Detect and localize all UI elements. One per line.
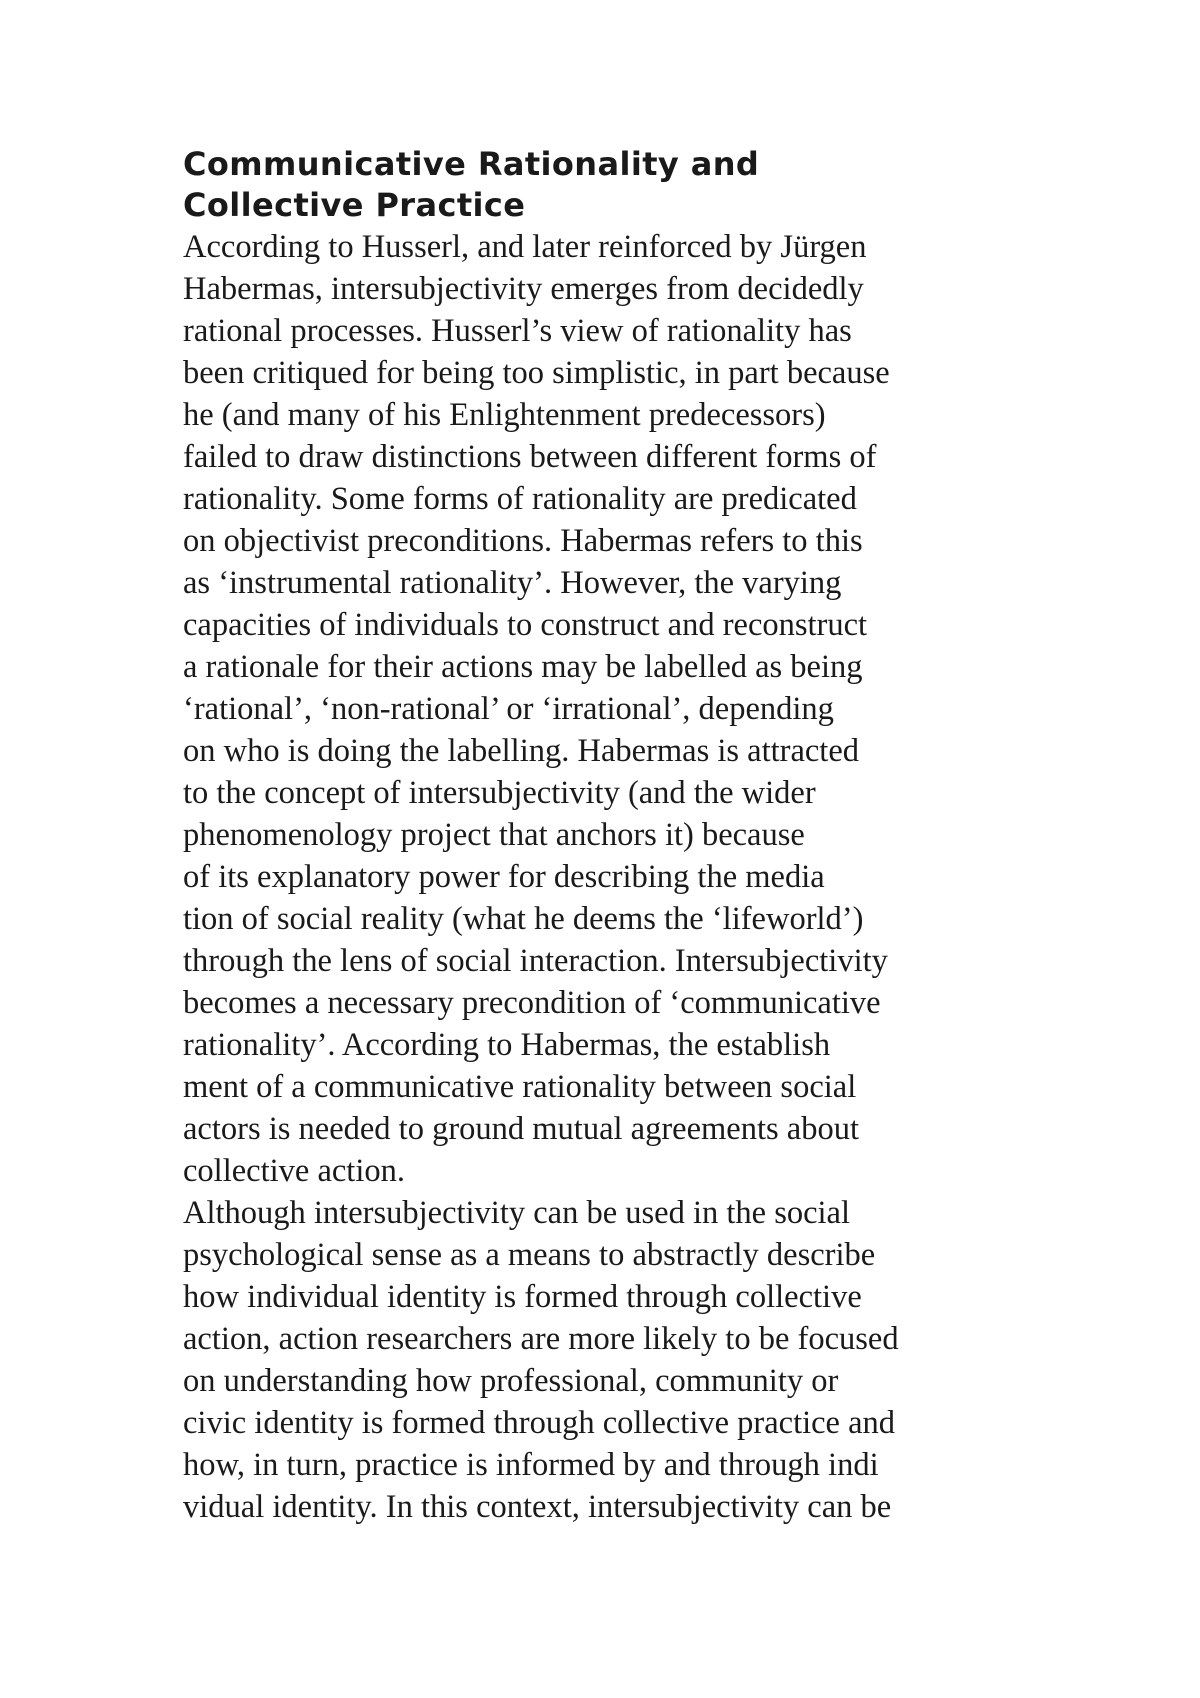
text-line: on understanding how professional, community or — [183, 1363, 839, 1399]
text-line: ‘rational’, ‘non-rational’ or ‘irrational’, depending — [183, 691, 834, 727]
text-line: how individual identity is formed through collective — [183, 1279, 862, 1315]
text-line: Habermas, intersubjectivity emerges from decidedly — [183, 271, 864, 307]
text-line: a rationale for their actions may be labelled as being — [183, 649, 863, 685]
text-line: to the concept of intersubjectivity (and the wider — [183, 775, 816, 811]
text-line: ment of a communicative rationality between social — [183, 1069, 857, 1105]
text-line: tion of social reality (what he deems the ‘lifeworld’) — [183, 901, 864, 937]
text-line: Although intersubjectivity can be used in the social — [183, 1195, 850, 1231]
text-line: rationality’. According to Habermas, the establish — [183, 1027, 831, 1063]
text-line: phenomenology project that anchors it) because — [183, 817, 805, 853]
text-line: collective action. — [183, 1153, 405, 1189]
section-heading — [183, 144, 1003, 226]
text-line: actors is needed to ground mutual agreements about — [183, 1111, 859, 1147]
text-line: action, action researchers are more likely to be focused — [183, 1321, 899, 1357]
heading-line: Communicative Rationality and — [183, 145, 760, 183]
text-line: as ‘instrumental rationality’. However, the varying — [183, 565, 842, 601]
text-line: failed to draw distinctions between different forms of — [183, 439, 877, 475]
text-line: vidual identity. In this context, intersubjectivity can be — [183, 1489, 892, 1525]
paragraph-2 — [183, 1192, 1003, 1528]
text-line: on who is doing the labelling. Habermas is attracted — [183, 733, 860, 769]
text-line: he (and many of his Enlightenment predecessors) — [183, 397, 826, 433]
text-line: how, in turn, practice is informed by and through indi — [183, 1447, 879, 1483]
text-line: becomes a necessary precondition of ‘communicative — [183, 985, 881, 1021]
text-line: been critiqued for being too simplistic, in part because — [183, 355, 890, 391]
text-line: civic identity is formed through collective practice and — [183, 1405, 896, 1441]
paragraph-1 — [183, 226, 1003, 1192]
text-line: rational processes. Husserl’s view of rationality has — [183, 313, 852, 349]
text-line: psychological sense as a means to abstractly describe — [183, 1237, 876, 1273]
text-line: of its explanatory power for describing the media — [183, 859, 825, 895]
page-body — [183, 144, 1003, 1528]
text-line: on objectivist preconditions. Habermas refers to this — [183, 523, 863, 559]
text-line: rationality. Some forms of rationality are predicated — [183, 481, 857, 517]
text-line: According to Husserl, and later reinforced by Jürgen — [183, 229, 867, 265]
heading-line: Collective Practice — [183, 186, 526, 224]
text-line: capacities of individuals to construct and reconstruct — [183, 607, 868, 643]
text-line: through the lens of social interaction. Intersubjectivity — [183, 943, 888, 979]
